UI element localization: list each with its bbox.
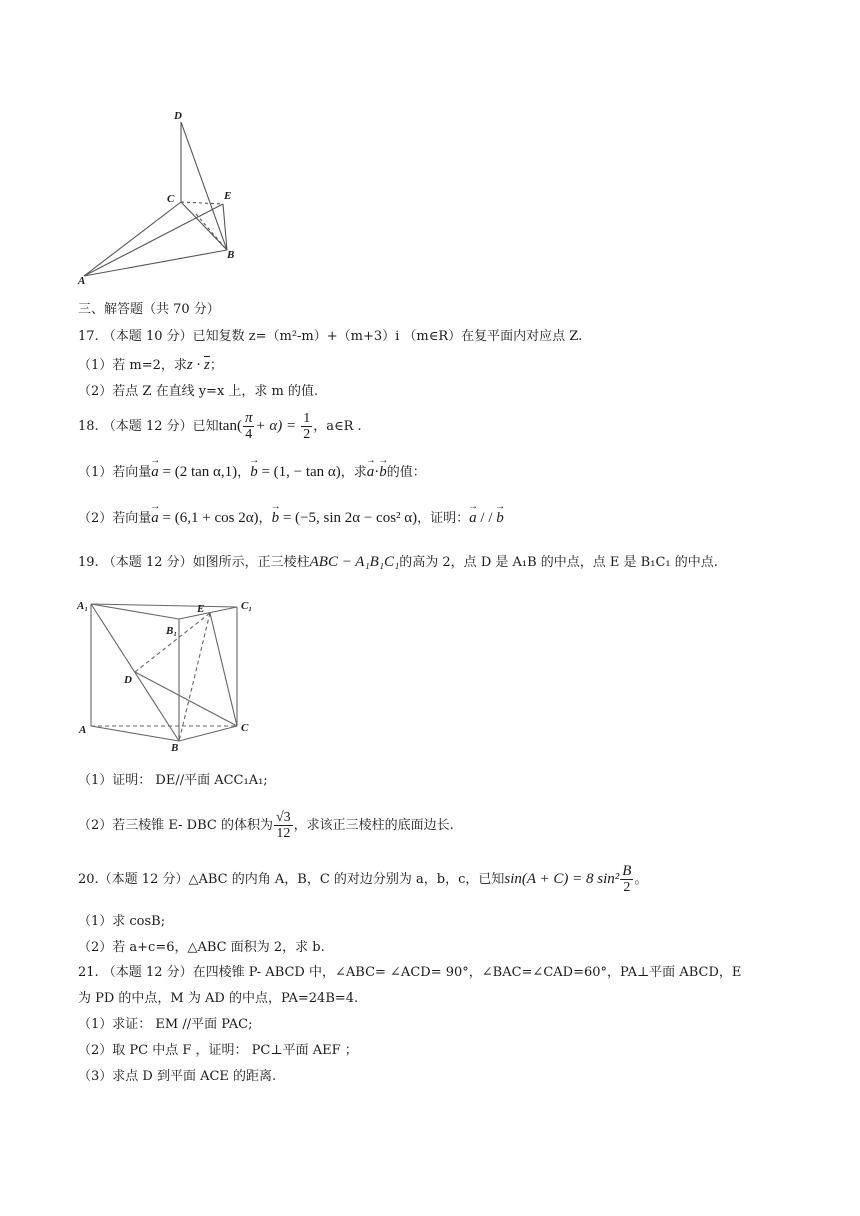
q20-heading: 20.（本题 12 分）△ABC 的内角 A，B，C 的对边分别为 a，b，c，已知sin(A + C) = 8 sin² $\frac{B}{2}$ 。	[78, 863, 648, 895]
edge-ab	[84, 250, 227, 276]
q21-part3: （3）求点 D 到平面 ACE 的距离.	[78, 1069, 277, 1084]
label-c: C	[241, 722, 249, 734]
label-c1: C₁	[241, 600, 253, 612]
q19-part2: （2）若三棱锥 E- DBC 的体积为 $\frac{√3}{12}$ ，求该正三棱柱的底面边长.	[78, 810, 454, 841]
edge-a1b1	[91, 604, 179, 619]
label-a1: A₁	[77, 600, 89, 612]
q17-part1: （1）若 m=2，求$z \cdot \overline{z}$；	[78, 357, 223, 373]
q21-heading: 21. （本题 12 分）在四棱锥 P- ABCD 中，∠ABC= ∠ACD= 90°，∠BAC=∠CAD=60°，PA⊥平面 ABCD，E	[78, 965, 742, 980]
q20-part1: （1）求 cosB;	[78, 914, 166, 929]
label-c: C	[167, 193, 175, 205]
q21-part2: （2）取 PC 中点 F ，证明： PC⊥平面 AEF ；	[78, 1043, 358, 1058]
figure-prism	[74, 592, 254, 754]
q19-part1: （1）证明： DE//平面 ACC₁A₁;	[78, 773, 268, 788]
q20-part2: （2）若 a+c=6，△ABC 面积为 2，求 b.	[78, 940, 325, 955]
label-b1: B₁	[166, 625, 178, 637]
label-e: E	[197, 603, 205, 615]
section-heading: 三、解答题（共 70 分）	[78, 302, 220, 317]
q18-part2: （2）若向量→ a = (6,1 + cos 2α)，→ b = (−5, sin 2α − cos² α)，证明：→ a / / → b	[78, 509, 504, 528]
q21-part1: （1）求证： EM //平面 PAC;	[78, 1017, 253, 1032]
edge-ab	[91, 726, 179, 741]
q17-part2: （2）若点 Z 在直线 y=x 上，求 m 的值.	[78, 384, 319, 399]
label-e: E	[224, 190, 232, 202]
label-d: D	[174, 110, 182, 122]
edge-eb	[179, 613, 210, 741]
edge-dc	[135, 672, 237, 726]
q21-heading-cont: 为 PD 的中点，M 为 AD 的中点，PA=24B=4.	[78, 991, 359, 1006]
edge-de	[135, 613, 210, 672]
edge-db	[181, 122, 227, 250]
q19-heading: 19. （本题 12 分）如图所示，正三棱柱ABC − A₁B₁C₁的高为 2，点 D 是 A₁B 的中点，点 E 是 B₁C₁ 的中点.	[78, 554, 718, 570]
edge-ec	[210, 613, 237, 726]
figure-tetrahedron	[70, 100, 250, 290]
edge-bc	[179, 726, 237, 741]
q17-heading: 17. （本题 10 分）已知复数 z=（m²-m）+（m+3）i （m∈R）在复平面内对应点 Z.	[78, 329, 583, 344]
label-d: D	[124, 674, 132, 686]
q18-part1: （1）若向量→ a = (2 tan α,1)，→ b = (1, − tan α)，求→ a·→ b的值：	[78, 463, 426, 482]
label-b: B	[227, 249, 235, 261]
edge-a1c1	[91, 604, 237, 607]
label-b: B	[171, 742, 179, 754]
label-a: A	[79, 724, 87, 736]
edge-ce	[181, 202, 223, 204]
label-a: A	[78, 275, 86, 287]
edge-ae	[84, 204, 223, 276]
q18-heading: 18. （本题 12 分）已知tan( $\frac{\pi}{4}$ + α) = $\frac{1}{2}$ ，a∈R .	[78, 410, 362, 442]
edge-ca	[84, 202, 181, 276]
edge-b1c1	[179, 607, 237, 619]
